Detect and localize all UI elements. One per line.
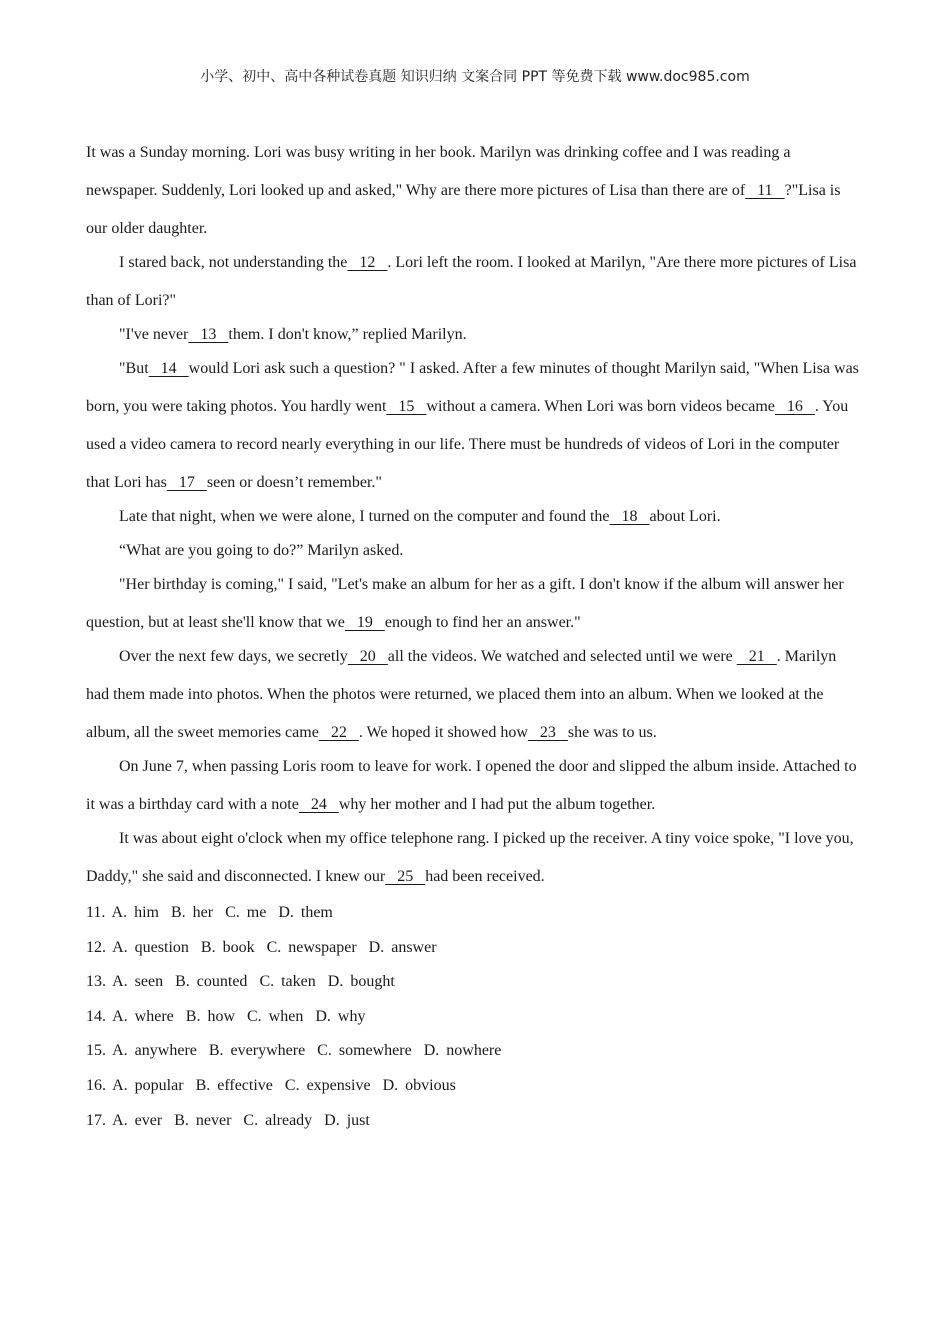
blank-number: 17: [166, 474, 207, 491]
option-choice: C. taken: [259, 973, 316, 991]
passage-paragraph: [86, 532, 862, 570]
blank-number: 11: [745, 182, 785, 199]
passage-text: enough to find her an answer.": [384, 614, 581, 631]
passage-text: would Lori ask such a question? " I asked. After a few minutes of thought Marilyn said, "When Lisa was born, you were taking photos. You hardly went: [86, 360, 859, 415]
passage-paragraph: [86, 244, 862, 320]
blank-number: 25: [385, 868, 426, 885]
blank-number: 21: [736, 648, 777, 665]
passage-paragraph: [86, 820, 862, 896]
passage-text: them. I don't know,” replied Marilyn.: [228, 326, 467, 343]
question-number: 16.: [86, 1076, 106, 1094]
option-choice: A. where: [112, 1007, 174, 1025]
option-line: [86, 1034, 862, 1069]
blank-number: 23: [527, 724, 568, 741]
blank-number: 20: [347, 648, 388, 665]
passage-text: . We hoped it showed how: [358, 724, 528, 741]
passage-text: Late that night, when we were alone, I turned on the computer and found the: [119, 508, 610, 525]
document-body: [86, 134, 862, 1138]
option-line: [86, 931, 862, 966]
passage-text: Over the next few days, we secretly: [119, 648, 348, 665]
option-choice: D. nowhere: [423, 1042, 502, 1060]
option-choice: C. newspaper: [266, 938, 357, 956]
option-choice: C. me: [225, 904, 267, 921]
passage-text: why her mother and I had put the album together.: [338, 796, 656, 813]
question-number: 12.: [86, 938, 106, 956]
option-choice: B. everywhere: [208, 1042, 306, 1060]
blank-number: 22: [318, 724, 359, 741]
passage-paragraph: [86, 638, 862, 752]
option-choice: D. why: [315, 1007, 366, 1025]
passage-paragraph: [86, 134, 862, 248]
blank-number: 18: [609, 508, 650, 525]
cloze-passage: [86, 134, 862, 896]
option-choice: D. them: [278, 904, 333, 921]
option-choice: C. when: [247, 1007, 304, 1025]
answer-options: [86, 896, 862, 1138]
question-number: 15.: [86, 1042, 106, 1060]
passage-text: "Her birthday is coming," I said, "Let's make an album for her as a gift. I don't know if the album will answer her question, but at least she'll know that we: [86, 576, 844, 631]
option-choice: B. never: [174, 1111, 232, 1129]
blank-number: 14: [148, 360, 189, 377]
passage-text: "I've never: [119, 326, 189, 343]
option-choice: C. somewhere: [317, 1042, 412, 1060]
blank-number: 12: [347, 254, 388, 271]
passage-text: had been received.: [425, 868, 545, 885]
option-line: [86, 1104, 862, 1139]
option-choice: C. already: [243, 1111, 313, 1129]
blank-number: 13: [188, 326, 229, 343]
question-number: 11.: [86, 904, 106, 921]
passage-text: “What are you going to do?” Marilyn asked.: [119, 542, 404, 559]
passage-paragraph: [86, 566, 862, 642]
option-choice: B. how: [185, 1007, 235, 1025]
blank-number: 16: [774, 398, 815, 415]
passage-text: It was a Sunday morning. Lori was busy writing in her book. Marilyn was drinking coffee and I was reading a newspaper. Suddenly, Lori looked up and asked," Why are there more pictures of Lisa than there are of: [86, 144, 791, 199]
passage-paragraph: [86, 350, 862, 502]
option-choice: D. answer: [368, 938, 437, 956]
passage-text: . Marilyn had them made into photos. When the photos were returned, we placed them into an album. When we looked at the album, all the sweet memories came: [86, 648, 837, 741]
question-number: 14.: [86, 1007, 106, 1025]
option-choice: B. book: [200, 938, 255, 956]
option-choice: B. effective: [195, 1076, 273, 1094]
passage-paragraph: [86, 316, 862, 354]
option-line: [86, 1000, 862, 1035]
option-choice: A. ever: [112, 1111, 163, 1129]
option-line: [86, 896, 862, 931]
passage-text: without a camera. When Lori was born videos became: [426, 398, 775, 415]
passage-text: all the videos. We watched and selected until we were: [387, 648, 737, 665]
option-choice: A. question: [112, 938, 189, 956]
option-choice: B. her: [170, 904, 214, 921]
blank-number: 19: [344, 614, 385, 631]
option-line: [86, 965, 862, 1000]
question-number: 17.: [86, 1111, 106, 1129]
passage-text: about Lori.: [649, 508, 721, 525]
option-choice: A. seen: [112, 973, 164, 991]
option-choice: D. just: [324, 1111, 370, 1129]
passage-text: . You used a video camera to record nearly everything in our life. There must be hundreds of videos of Lori in the computer that Lori has: [86, 398, 849, 491]
passage-text: "But: [119, 360, 149, 377]
blank-number: 15: [386, 398, 427, 415]
option-choice: D. bought: [327, 973, 395, 991]
page-header: 小学、初中、高中各种试卷真题 知识归纳 文案合同 PPT 等免费下载 www.doc985.com: [200, 69, 750, 85]
option-choice: A. him: [111, 904, 159, 921]
passage-text: seen or doesn’t remember.": [206, 474, 382, 491]
passage-paragraph: [86, 498, 862, 536]
option-choice: A. popular: [112, 1076, 184, 1094]
passage-paragraph: [86, 748, 862, 824]
question-number: 13.: [86, 973, 106, 991]
passage-text: she was to us.: [567, 724, 657, 741]
passage-text: I stared back, not understanding the: [119, 254, 348, 271]
passage-text: ?"Lisa is our older daughter.: [86, 182, 841, 237]
passage-text: On June 7, when passing Loris room to leave for work. I opened the door and slipped the album inside. Attached to it was a birthday card with a note: [86, 758, 857, 813]
option-choice: B. counted: [175, 973, 248, 991]
passage-text: It was about eight o'clock when my office telephone rang. I picked up the receiver. A tiny voice spoke, "I love you, Daddy," she said and disconnected. I knew our: [86, 830, 854, 885]
option-choice: A. anywhere: [112, 1042, 197, 1060]
passage-text: . Lori left the room. I looked at Marilyn, "Are there more pictures of Lisa than of Lori?": [86, 254, 857, 309]
option-choice: C. expensive: [284, 1076, 371, 1094]
blank-number: 24: [298, 796, 339, 813]
option-line: [86, 1069, 862, 1104]
option-choice: D. obvious: [382, 1076, 456, 1094]
